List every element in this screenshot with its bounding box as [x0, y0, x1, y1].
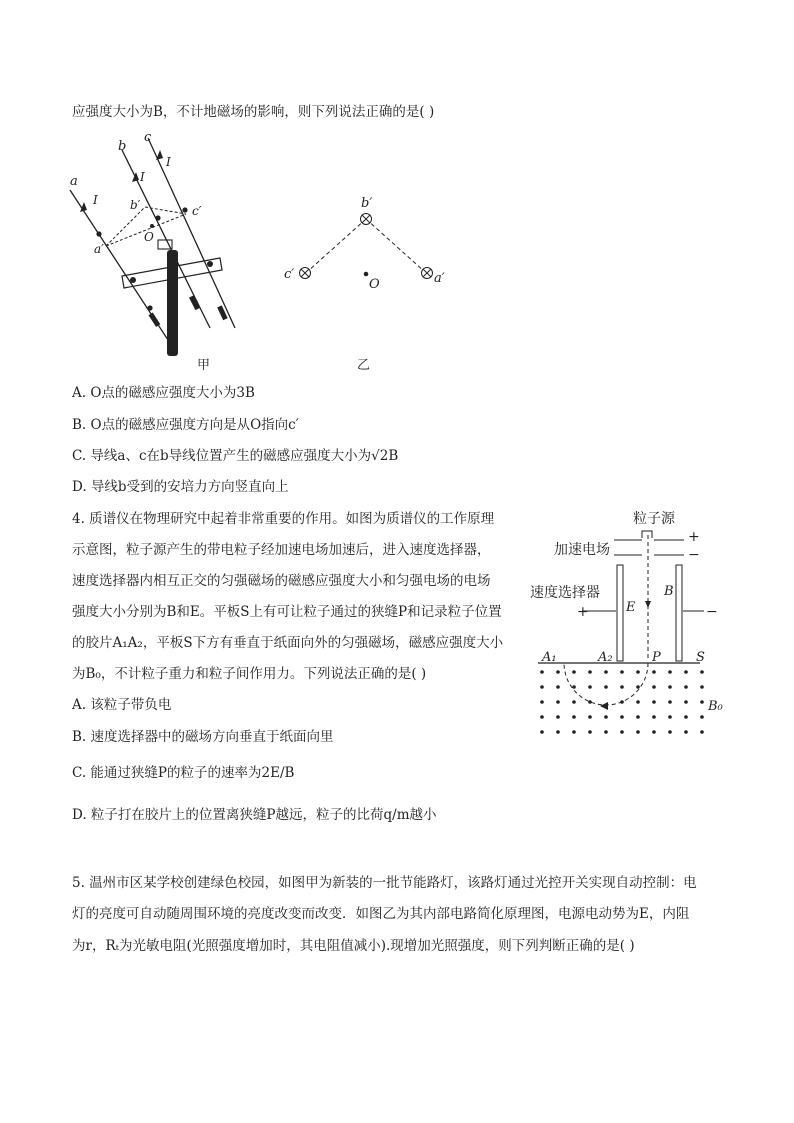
q3-intro: 应强度大小为B，不计地磁场的影响，则下列说法正确的是( ) — [72, 104, 435, 120]
cross-symbol-c — [300, 268, 311, 279]
q4-line-1: 4. 质谱仪在物理研究中起着非常重要的作用。如图为质谱仪的工作原理 — [72, 511, 495, 527]
q4-line-4: 强度大小分别为B和E。平板S上有可让粒子通过的狭缝P和记录粒子位置 — [72, 604, 502, 620]
label-S: S — [696, 650, 705, 665]
q4-line-3: 速度选择器内相互正交的匀强磁场的磁感应强度大小和匀强电场的电场 — [72, 573, 491, 589]
label-B: B — [664, 584, 674, 599]
magnetic-field-dots — [540, 670, 704, 734]
q5-line-1: 5. 温州市区某学校创建绿色校园，如图甲为新装的一批节能路灯，该路灯通过光控开关实现自动控制：电 — [72, 875, 697, 891]
label-accel-minus: − — [688, 547, 700, 563]
label-O: O — [144, 230, 154, 244]
q4-option-b: B. 速度选择器中的磁场方向垂直于纸面向里 — [72, 729, 334, 745]
label-particle-source: 粒子源 — [633, 511, 675, 527]
label-I3: I — [166, 155, 171, 169]
label-a-prime: a′ — [94, 242, 104, 256]
label-accel-plus: + — [688, 529, 700, 545]
figure-yi — [280, 195, 460, 295]
label-c-prime: c′ — [192, 204, 202, 218]
q3-option-b: B. O点的磁感应强度方向是从O指向c′ — [72, 417, 299, 433]
label-B0: B₀ — [708, 699, 723, 714]
q5-line-3: 为r，Rₜ为光敏电阻(光照强度增加时，其电阻值减小).现增加光照强度，则下列判断正确的是( ) — [72, 938, 635, 954]
label-I2: I — [140, 170, 145, 184]
q4-line-2: 示意图，粒子源产生的带电粒子经加速电场加速后，进入速度选择器， — [72, 542, 491, 558]
label-A2: A₂ — [598, 650, 613, 665]
figure-jia — [60, 128, 240, 360]
figure-mass-spectrometer — [528, 505, 738, 740]
label-selector: 速度选择器 — [530, 585, 600, 601]
label-A1: A₁ — [542, 650, 557, 665]
label-b-prime-yi: b′ — [361, 196, 373, 211]
caption-jia: 甲 — [197, 358, 211, 373]
q3-option-d: D. 导线b受到的安培力方向竖直向上 — [72, 479, 289, 495]
label-accel-field: 加速电场 — [554, 542, 610, 558]
q4-option-c: C. 能通过狭缝P的粒子的速率为2E/B — [72, 765, 295, 781]
label-c: c — [144, 130, 152, 145]
label-P: P — [652, 650, 661, 665]
q3-option-c: C. 导线a、c在b导线位置产生的磁感应强度大小为√2B — [72, 448, 399, 464]
q4-option-d: D. 粒子打在胶片上的位置离狭缝P越远，粒子的比荷q/m越小 — [72, 807, 437, 823]
q3-option-a: A. O点的磁感应强度大小为3B — [72, 385, 255, 401]
label-selector-minus: − — [706, 604, 718, 620]
q4-option-a: A. 该粒子带负电 — [72, 697, 172, 713]
label-b-prime: b′ — [130, 198, 141, 212]
label-c-prime-yi: c′ — [284, 267, 295, 282]
caption-yi: 乙 — [357, 358, 371, 373]
q5-line-2: 灯的亮度可自动随周围环境的亮度改变而改变．如图乙为其内部电路简化原理图，电源电动势为E，内阻 — [72, 906, 690, 922]
label-E: E — [626, 600, 636, 615]
label-a: a — [70, 174, 78, 189]
q4-line-6: 为B₀，不计粒子重力和粒子间作用力。下列说法正确的是( ) — [72, 666, 427, 682]
q4-line-5: 的胶片A₁A₂，平板S下方有垂直于纸面向外的匀强磁场，磁感应强度大小 — [72, 635, 504, 651]
label-I1: I — [93, 193, 98, 207]
label-selector-plus: + — [577, 604, 589, 620]
label-b: b — [118, 139, 127, 154]
cross-symbol-b — [361, 214, 372, 225]
label-a-prime-yi: a′ — [434, 271, 445, 286]
cross-symbol-a — [422, 268, 433, 279]
label-O-yi: O — [369, 277, 380, 292]
